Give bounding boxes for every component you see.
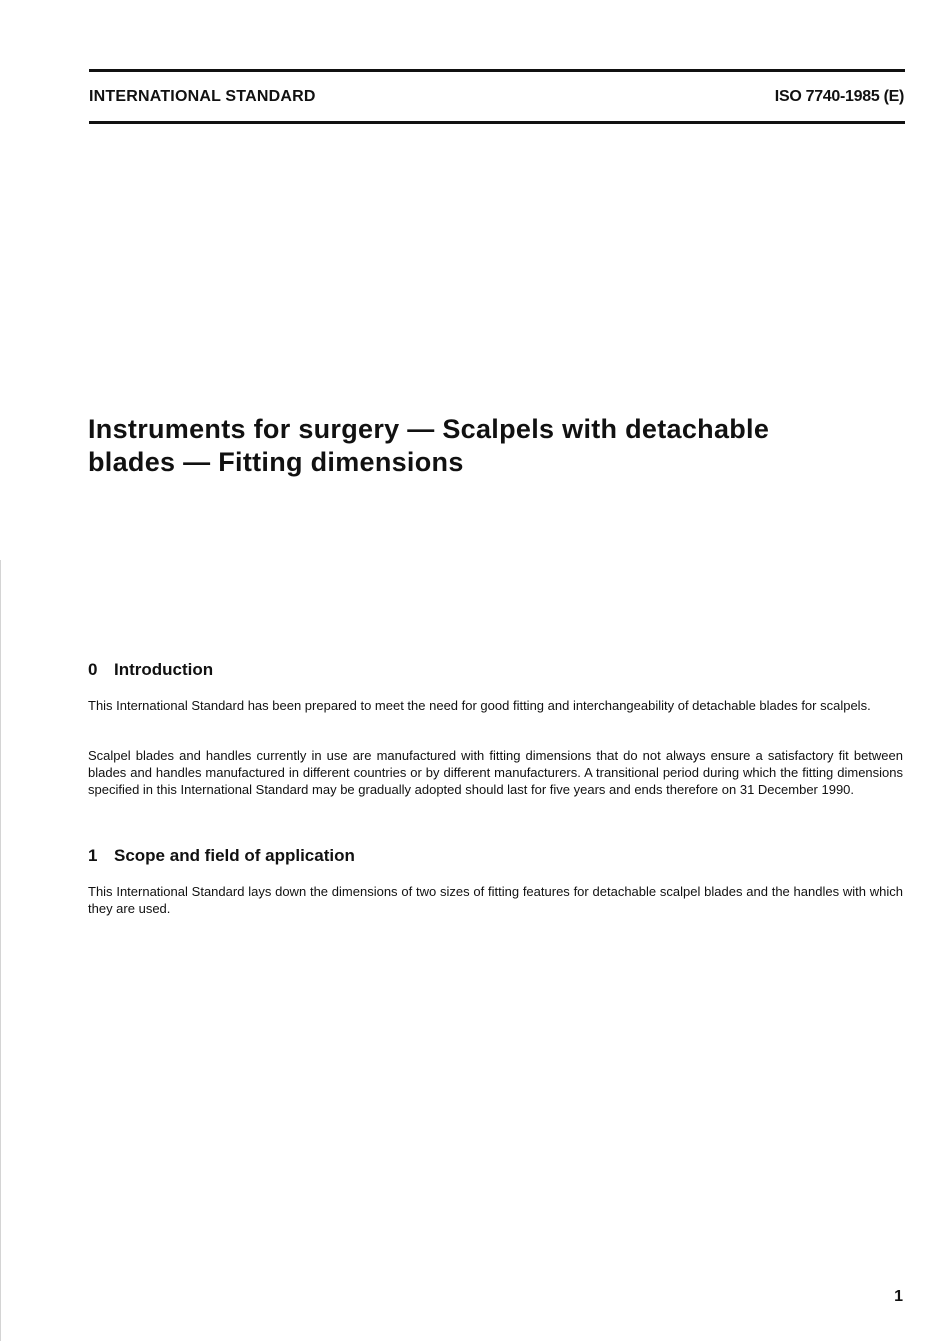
document-title-line-2: blades — Fitting dimensions (88, 447, 464, 477)
introduction-paragraph-1: This International Standard has been prepared to meet the need for good fitting and interchangeability of detachable blades for scalpels. (88, 698, 871, 713)
scope-paragraph-1: This International Standard lays down the dimensions of two sizes of fitting features for detachable scalpel blades and the handles with which they are used. (88, 884, 903, 916)
document-title-line-1: Instruments for surgery — Scalpels with detachable (88, 414, 770, 444)
section-number: 0 (88, 660, 98, 679)
section-number: 1 (88, 846, 98, 865)
introduction-paragraph-2: Scalpel blades and handles currently in use are manufactured with fitting dimensions that do not always ensure a satisfactory fit between blades and handles manufactured in different countries or by different manufacturers. A transitional period during which the fitting dimensions specified in this International Standard may be gradually adopted should last for five years and ends therefore on 31 December 1990. (88, 748, 903, 797)
section-heading-introduction (88, 660, 213, 680)
header-top-rule (89, 69, 905, 72)
section-title: Scope and field of application (114, 846, 355, 865)
document-title (88, 413, 868, 479)
section-heading-scope (88, 846, 355, 866)
page-number: 1 (894, 1288, 903, 1305)
document-type-label: INTERNATIONAL STANDARD (89, 88, 316, 105)
header-bottom-rule (89, 121, 905, 124)
scan-edge (0, 560, 1, 1341)
standard-reference: ISO 7740-1985 (E) (774, 88, 904, 105)
section-title: Introduction (114, 660, 214, 679)
